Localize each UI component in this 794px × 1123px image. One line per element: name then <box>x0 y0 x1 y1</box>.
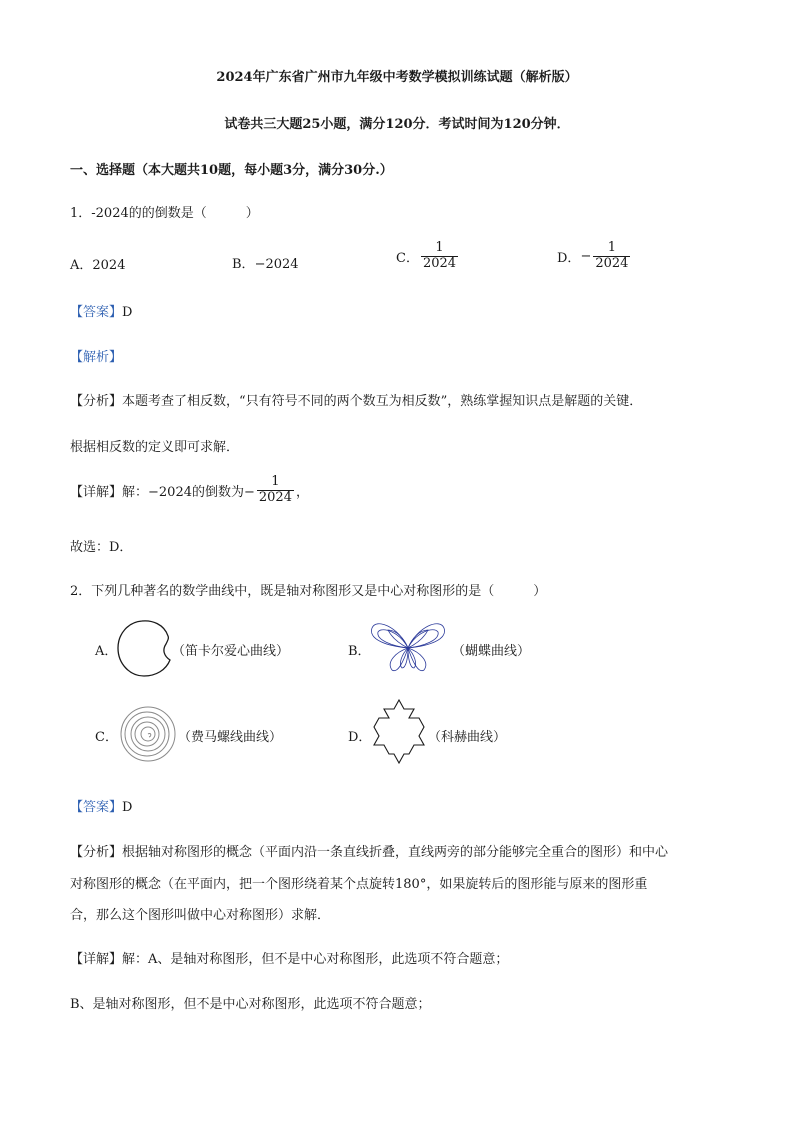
fraction-numerator: 1 <box>607 240 617 255</box>
section-heading: 一、选择题（本大题共10题，每小题3分，满分30分.） <box>70 163 393 178</box>
q1-option-c <box>396 241 460 272</box>
q1-jiexi-tag: 【解析】 <box>70 350 123 365</box>
answer-tag: 【答案】 <box>70 305 123 320</box>
q2-option-a-label: A． <box>95 644 118 659</box>
q2-option-d-label: D． <box>348 730 372 745</box>
q1-option-c-label: C． <box>396 250 419 266</box>
q1-option-b-value: −2024 <box>254 257 299 272</box>
answer-value: D <box>122 800 133 815</box>
detail-comma: ， <box>295 484 309 500</box>
q1-detail <box>70 475 309 506</box>
q1-analysis-line2: 根据相反数的定义即可求解． <box>70 440 240 455</box>
q2-detail-b: B、是轴对称图形，但不是中心对称图形，此选项不符合题意； <box>70 997 431 1012</box>
fraction-denominator: 2024 <box>258 489 292 505</box>
detail-fraction <box>257 475 294 506</box>
q2-option-b-caption: （蝴蝶曲线） <box>452 644 531 659</box>
q1-option-d-fraction <box>593 241 630 272</box>
answer-value: D <box>122 305 133 320</box>
q1-option-b <box>232 253 299 272</box>
analysis-text: 根据轴对称图形的概念（平面内沿一条直线折叠，直线两旁的部分能够完全重合的图形）和中心 <box>122 845 669 860</box>
fraction-numerator: 1 <box>435 240 444 255</box>
q1-option-a: A．2024 <box>70 258 126 273</box>
q1-answer <box>70 301 132 320</box>
detail-tag: 【详解】 <box>70 952 123 967</box>
analysis-text: 本题考查了相反数，“只有符号不同的两个数互为相反数”，熟练掌握知识点是解题的关键． <box>122 394 643 409</box>
fraction-denominator: 2024 <box>595 255 629 271</box>
q2-detail-a <box>70 948 508 967</box>
q2-option-c-label: C． <box>95 730 118 745</box>
q2-option-b-label: B． <box>348 644 371 659</box>
q1-stem: 1．-2024的的倒数是（ ） <box>70 206 259 221</box>
page-title: 2024年广东省广州市九年级中考数学模拟训练试题（解析版） <box>216 70 578 85</box>
answer-tag: 【答案】 <box>70 800 123 815</box>
detail-text: 解：−2024的倒数为− <box>122 484 255 500</box>
q1-option-d-sign: − <box>580 248 592 264</box>
detail-text: 解：A、是轴对称图形，但不是中心对称图形，此选项不符合题意； <box>122 952 509 967</box>
q2-analysis-line2: 对称图形的概念（在平面内，把一个图形绕着某个点旋转180°，如果旋转后的图形能与原来的图形重 <box>70 877 648 892</box>
q1-option-b-label: B． <box>232 257 255 272</box>
fermat-spiral-image <box>116 704 180 764</box>
q2-analysis-line1 <box>70 841 668 860</box>
cardioid-curve-image <box>112 618 178 680</box>
analysis-tag: 【分析】 <box>70 845 123 860</box>
q2-option-d-caption: （科赫曲线） <box>428 730 507 745</box>
q1-option-d <box>557 241 632 272</box>
q2-analysis-line3: 合，那么这个图形叫做中心对称图形）求解． <box>70 908 331 923</box>
analysis-tag: 【分析】 <box>70 394 123 409</box>
butterfly-curve-image <box>368 616 448 676</box>
fraction-denominator: 2024 <box>422 255 457 271</box>
q2-stem: 2．下列几种著名的数学曲线中，既是轴对称图形又是中心对称图形的是（ ） <box>70 584 547 599</box>
q2-answer <box>70 796 132 815</box>
fraction-numerator: 1 <box>271 474 280 489</box>
q1-analysis <box>70 390 642 409</box>
koch-snowflake-image <box>364 698 434 766</box>
q1-option-c-fraction <box>421 241 458 272</box>
exam-info: 试卷共三大题25小题，满分120分．考试时间为120分钟． <box>224 117 570 132</box>
q2-option-c-caption: （费马螺线曲线） <box>178 730 283 745</box>
q1-option-d-label: D． <box>557 250 581 266</box>
q2-option-a-caption: （笛卡尔爱心曲线） <box>172 644 290 659</box>
detail-tag: 【详解】 <box>70 484 123 500</box>
q1-choice: 故选：D． <box>70 540 133 555</box>
